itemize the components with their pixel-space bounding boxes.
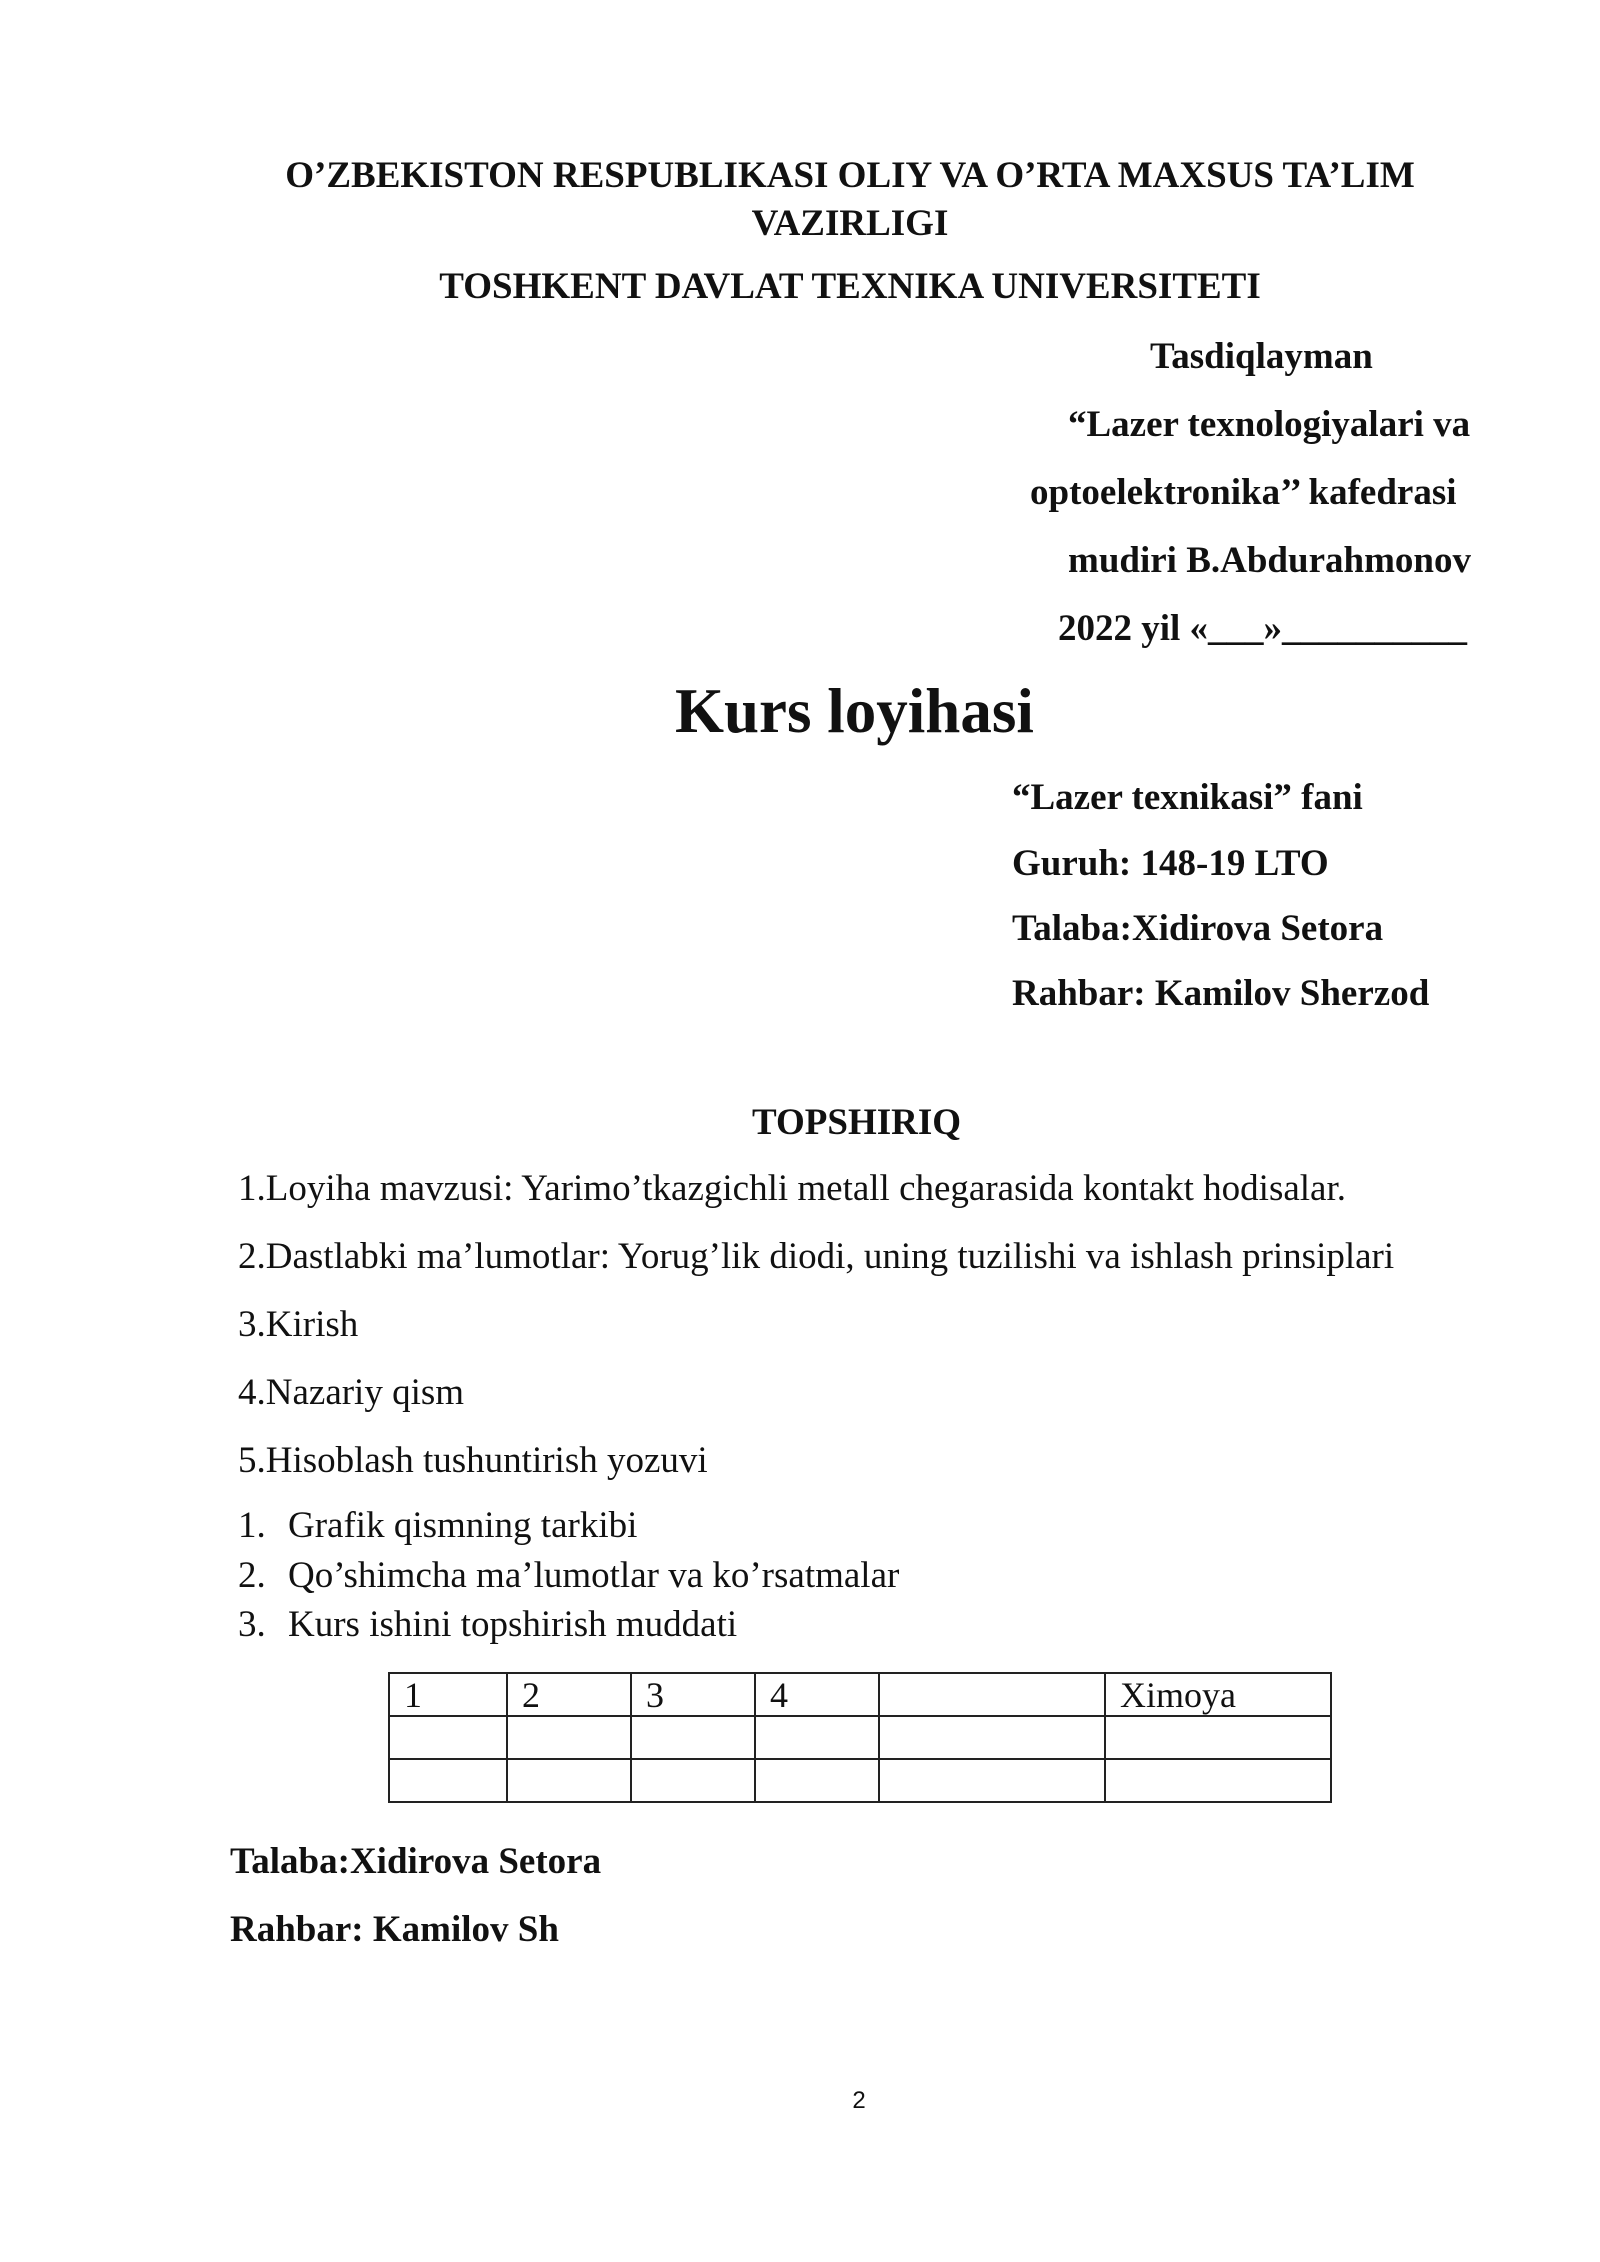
table-cell — [879, 1759, 1105, 1802]
numbered-item-text: Kurs ishini topshirish muddati — [288, 1604, 738, 1645]
approval-department-line1: “Lazer texnologiyalari va — [1068, 404, 1471, 445]
table-cell — [1105, 1759, 1331, 1802]
numbered-item — [238, 1557, 899, 1594]
table-cell — [1105, 1716, 1331, 1759]
table-row — [389, 1716, 1331, 1759]
numbered-item-number: 1. — [238, 1505, 266, 1546]
table-header-cell: 4 — [755, 1673, 879, 1716]
table-header-row — [389, 1673, 1331, 1716]
table-header-cell — [879, 1673, 1105, 1716]
numbered-item — [238, 1606, 737, 1643]
approval-date-line: 2022 yil «___»__________ — [1058, 608, 1468, 649]
table-cell — [389, 1716, 507, 1759]
table-row — [389, 1759, 1331, 1802]
numbered-item-text: Qo’shimcha ma’lumotlar va ko’rsatmalar — [288, 1555, 900, 1596]
table-cell — [755, 1716, 879, 1759]
approval-label: Tasdiqlayman — [1150, 336, 1373, 377]
student-line: Talaba:Xidirova Setora — [1012, 908, 1384, 949]
numbered-item — [238, 1507, 637, 1544]
table-cell — [507, 1716, 631, 1759]
table-cell — [507, 1759, 631, 1802]
numbered-item-number: 2. — [238, 1555, 266, 1596]
schedule-table — [388, 1672, 1332, 1803]
table-cell — [389, 1759, 507, 1802]
group-line: Guruh: 148-19 LTO — [1012, 843, 1329, 884]
supervisor-line: Rahbar: Kamilov Sherzod — [1012, 973, 1430, 1014]
table-cell — [879, 1716, 1105, 1759]
task-item: 4.Nazariy qism — [238, 1372, 465, 1413]
table-cell — [631, 1716, 755, 1759]
document-title: Kurs loyihasi — [675, 676, 1034, 746]
table-header-cell: Ximoya — [1105, 1673, 1331, 1716]
signature-supervisor: Rahbar: Kamilov Sh — [230, 1909, 559, 1950]
table-header-cell: 1 — [389, 1673, 507, 1716]
task-item: 1.Loyiha mavzusi: Yarimo’tkazgichli metall chegarasida kontakt hodisalar. — [238, 1168, 1347, 1209]
university-heading: TOSHKENT DAVLAT TEXNIKA UNIVERSITETI — [439, 266, 1261, 307]
ministry-heading-line2: VAZIRLIGI — [751, 203, 949, 244]
approval-head-name: mudiri B.Abdurahmonov — [1068, 540, 1471, 581]
table-header-cell: 3 — [631, 1673, 755, 1716]
ministry-heading-line1: O’ZBEKISTON RESPUBLIKASI OLIY VA O’RTA MAXSUS TA’LIM — [285, 155, 1415, 196]
task-heading: TOPSHIRIQ — [752, 1102, 962, 1143]
task-item: 2.Dastlabki ma’lumotlar: Yorug’lik diodi, uning tuzilishi va ishlash prinsiplari — [238, 1236, 1395, 1277]
subject-line: “Lazer texnikasi” fani — [1012, 777, 1363, 818]
numbered-item-text: Grafik qismning tarkibi — [288, 1505, 638, 1546]
page-number: 2 — [852, 2087, 866, 2114]
table-cell — [755, 1759, 879, 1802]
numbered-item-number: 3. — [238, 1604, 266, 1645]
table-cell — [631, 1759, 755, 1802]
task-item: 5.Hisoblash tushuntirish yozuvi — [238, 1440, 708, 1481]
task-item: 3.Kirish — [238, 1304, 359, 1345]
approval-department-line2: optoelektronika’’ kafedrasi — [1030, 472, 1457, 513]
table-header-cell: 2 — [507, 1673, 631, 1716]
signature-student: Talaba:Xidirova Setora — [230, 1841, 602, 1882]
